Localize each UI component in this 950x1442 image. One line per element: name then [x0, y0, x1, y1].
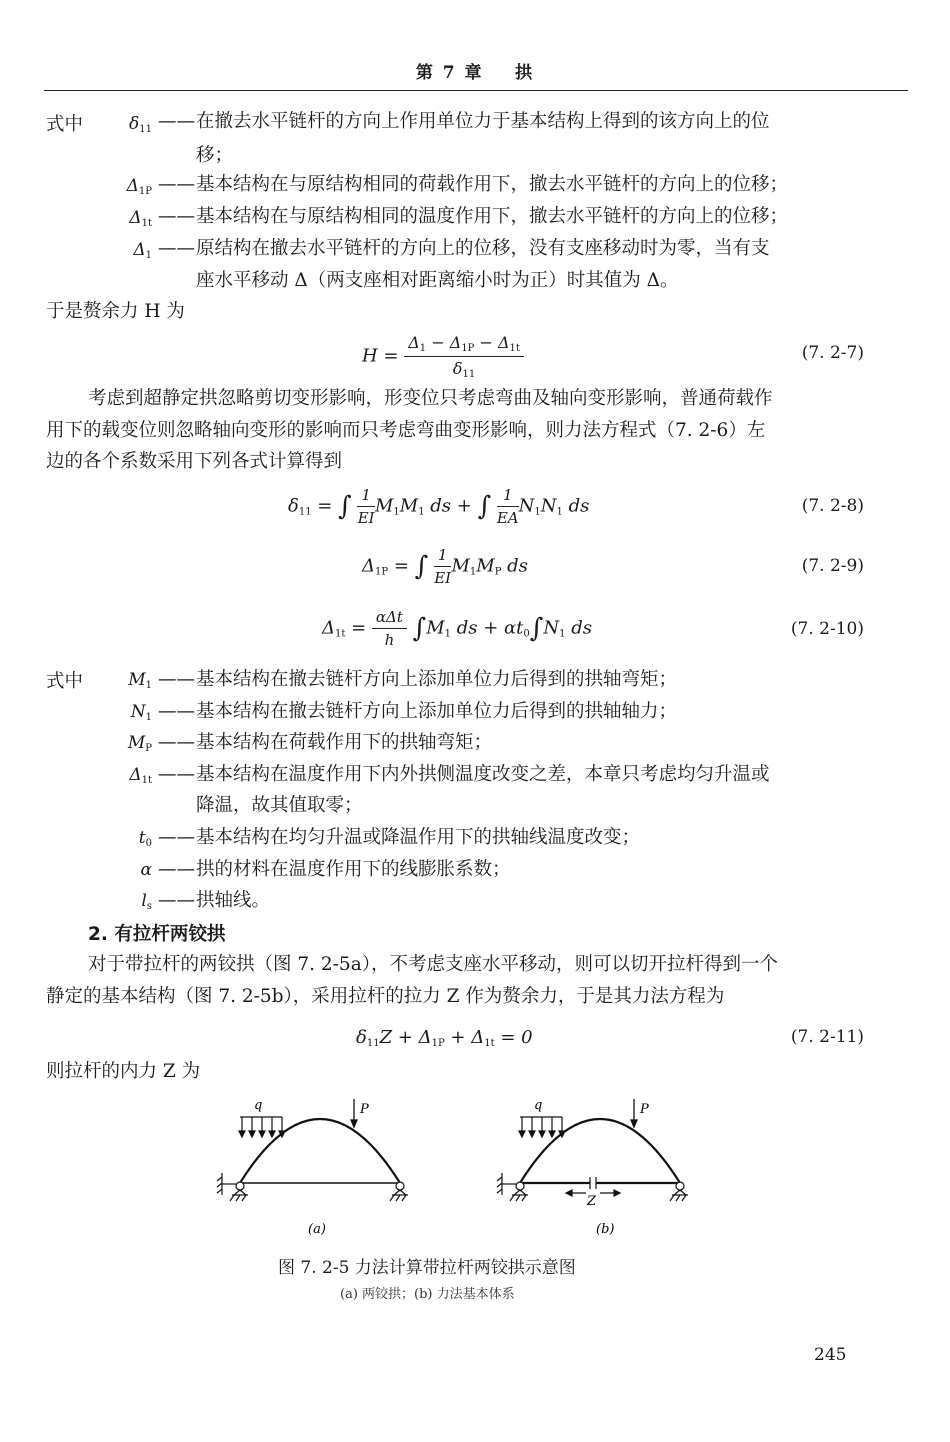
defs2-label: 式中: [46, 671, 84, 692]
def-dash: ——: [158, 827, 195, 848]
def-text: 拱轴线。: [196, 890, 271, 911]
def-text: 基本结构在温度作用下内外拱侧温度改变之差，本章只考虑均匀升温或: [196, 764, 770, 785]
def-symbol: $t_0$: [138, 828, 152, 849]
paragraph: 则拉杆的内力 Z 为: [46, 1061, 201, 1082]
panel-b-diagram: [497, 1098, 688, 1237]
equation-7-2-8: $\delta_{11}$ = ∫ $\frac{1}{EI}$ $M_1M_1$ ds + ∫ $\frac{1}{EA}$ $N_1N_1$ ds: [288, 486, 590, 527]
paragraph-line: 对于带拉杆的两铰拱（图 7. 2-5a），不考虑支座水平移动，则可以切开拉杆得到一个: [88, 954, 778, 975]
def-text: 拱的材料在温度作用下的线膨胀系数；: [196, 859, 511, 880]
equation-number: (7. 2-11): [790, 1027, 864, 1047]
def-text: 基本结构在撤去链杆方向上添加单位力后得到的拱轴弯矩；: [196, 669, 678, 690]
figure-subcaption: (a) 两铰拱；(b) 力法基本体系: [340, 1287, 515, 1302]
def-text-cont: 移；: [196, 145, 234, 166]
distributed-load-q-a: [239, 1117, 285, 1137]
def-symbol: $N_1$: [130, 702, 152, 723]
def-dash: ——: [158, 701, 195, 722]
def-text: 基本结构在与原结构相同的温度作用下，撤去水平链杆的方向上的位移；: [196, 206, 789, 227]
def-dash: ——: [158, 174, 195, 195]
figure-caption: 图 7. 2-5 力法计算带拉杆两铰拱示意图: [278, 1258, 576, 1278]
paragraph-line: 静定的基本结构（图 7. 2-5b），采用拉杆的拉力 Z 作为赘余力，于是其力法方程为: [46, 986, 725, 1007]
def-text: 原结构在撤去水平链杆的方向上的位移，没有支座移动时为零，当有支: [196, 238, 770, 259]
def-symbol: $\Delta_{1t}$: [129, 208, 152, 229]
pin-support-right-a: [390, 1182, 408, 1201]
equation-number: (7. 2-10): [790, 619, 864, 639]
figure-7-2-5: [210, 1095, 710, 1245]
paragraph: 于是赘余力 H 为: [46, 301, 185, 322]
def-text: 基本结构在均匀升温或降温作用下的拱轴线温度改变；: [196, 827, 641, 848]
def-dash: ——: [158, 111, 195, 132]
def-symbol: $\Delta_{1t}$: [129, 765, 152, 786]
def-text: 在撤去水平链杆的方向上作用单位力于基本结构上得到的该方向上的位: [196, 111, 770, 132]
def-dash: ——: [158, 669, 195, 690]
def-dash: ——: [158, 859, 195, 880]
defs1-label: 式中: [46, 114, 84, 135]
point-load-p-a: [351, 1099, 357, 1127]
def-symbol: $\Delta_1$: [133, 240, 152, 261]
paragraph-line: 边的各个系数采用下列各式计算得到: [46, 451, 343, 472]
header-rule: [44, 90, 908, 91]
equation-7-2-7: H = $\frac{\Delta_1 - \Delta_{1P} - \Delta_{1t}}{\delta_{11}}$: [362, 333, 524, 380]
point-load-p-b: [631, 1099, 637, 1127]
def-dash: ——: [158, 732, 195, 753]
panel-label-a: (a): [308, 1222, 326, 1237]
def-symbol: $\Delta_{1P}$: [126, 176, 152, 197]
chapter-title: 拱: [515, 63, 535, 83]
def-text-cont: 座水平移动 Δ（两支座相对距离缩小时为正）时其值为 Δ。: [196, 270, 679, 291]
equation-number: (7. 2-9): [801, 556, 864, 576]
load-label-p: P: [640, 1102, 649, 1117]
def-dash: ——: [158, 206, 195, 227]
arch-curve-a: [240, 1119, 400, 1183]
equation-7-2-9: $\Delta_{1P}$ = ∫ $\frac{1}{EI}$ $M_1M_P$ ds: [362, 546, 528, 587]
def-symbol: $M_1$: [128, 670, 152, 691]
def-symbol: $M_P$: [127, 733, 152, 754]
panel-label-b: (b): [596, 1222, 615, 1237]
def-symbol: $l_s$: [141, 891, 152, 912]
section-heading: 2. 有拉杆两铰拱: [88, 924, 226, 945]
def-dash: ——: [158, 764, 195, 785]
load-label-q: q: [534, 1098, 543, 1113]
def-symbol: $\delta_{11}$: [129, 114, 152, 135]
load-label-p: P: [360, 1102, 369, 1117]
page-number: 245: [814, 1345, 847, 1365]
def-text: 基本结构在撤去链杆方向上添加单位力后得到的拱轴轴力；: [196, 701, 678, 722]
chapter-number: 第 7 章: [415, 63, 484, 83]
paragraph-line: 用下的载变位则忽略轴向变形的影响而只考虑弯曲变形影响，则力法方程式（7. 2-6）左: [46, 420, 766, 441]
load-label-q: q: [254, 1098, 263, 1113]
distributed-load-q-b: [519, 1117, 565, 1137]
equation-number: (7. 2-8): [801, 496, 864, 516]
paragraph-line: 考虑到超静定拱忽略剪切变形影响，形变位只考虑弯曲及轴向变形影响，普通荷载作: [88, 388, 773, 409]
def-symbol: α: [140, 860, 152, 880]
pin-support-right-b: [670, 1182, 688, 1201]
def-dash: ——: [158, 890, 195, 911]
equation-7-2-11: $\delta_{11}Z + \Delta_{1P} + \Delta_{1t} = 0$: [356, 1027, 533, 1049]
def-dash: ——: [158, 238, 195, 259]
tie-force-label: Z: [587, 1194, 597, 1209]
arch-curve-b: [520, 1119, 680, 1183]
def-text: 基本结构在与原结构相同的荷载作用下，撤去水平链杆的方向上的位移；: [196, 174, 789, 195]
equation-number: (7. 2-7): [801, 343, 864, 363]
def-text: 基本结构在荷载作用下的拱轴弯矩；: [196, 732, 493, 753]
equation-7-2-10: $\Delta_{1t}$ = $\frac{\text{αΔt}}{h}$ $\int M_1$ ds + $\alpha t_0\int N_1$ ds: [322, 608, 592, 649]
running-header: [0, 58, 950, 83]
def-text-cont: 降温，故其值取零；: [196, 795, 363, 816]
panel-a-diagram: [217, 1098, 408, 1237]
